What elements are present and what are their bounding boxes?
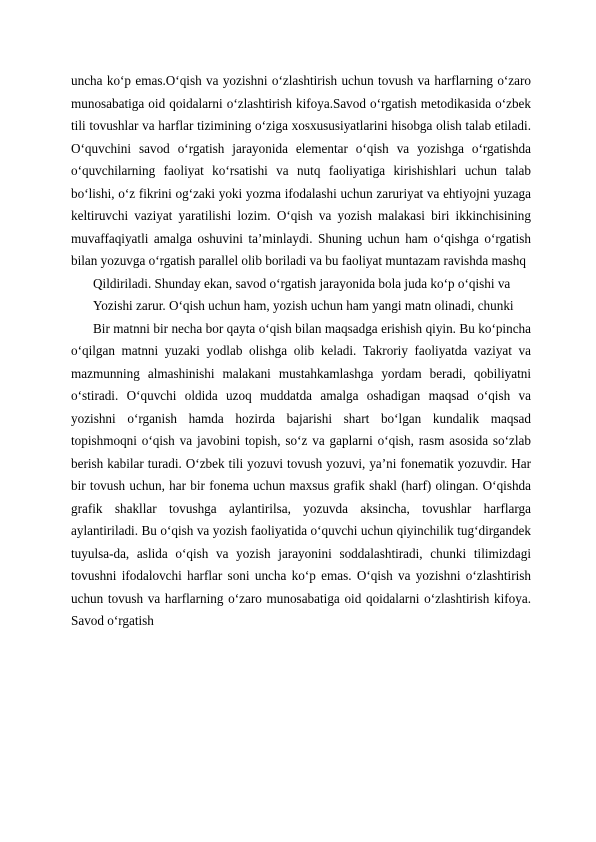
paragraph: Yozishi zarur. O‘qish uchun ham, yozish uchun ham yangi matn olinadi, chunki xyxy=(93,298,514,313)
paragraph: uncha ko‘p emas.O‘qish va yozishni o‘zlashtirish uchun tovush va harflarning o‘zaro munosabatiga oid qoidalarni o‘zlashtirish kifoya.Savod o‘rgatish metodikasida o‘zbek tili tovushlar va harflar tizimining o‘ziga xosxususiyatlarini hisobga olish talab etiladi. O‘quvchini savod o‘rgatish jarayonida elementar o‘qish va yozishga o‘rgatishda o‘quvchilarning faoliyat ko‘rsatishi va nutq faoliyatiga kirishishlari uchun talab bo‘lishi, o‘z fikrini og‘zaki yoki yozma ifodalashi uchun zaruriyat va ehtiyojni yuzaga keltiruvchi vaziyat yaratilishi lozim. O‘qish va yozish malakasi biri ikkinchisining muvaffaqiyatli amalga oshuvini ta’minlaydi. Shuning uchun ham o‘qishga o‘rgatish bilan yozuvga o‘rgatish parallel olib boriladi va bu faoliyat muntazam ravishda mashq xyxy=(71,73,531,268)
body-text xyxy=(71,70,531,633)
paragraph: Qildiriladi. Shunday ekan, savod o‘rgatish jarayonida bola juda ko‘p o‘qishi va xyxy=(93,275,511,291)
paragraph: Bir matnni bir necha bor qayta o‘qish bilan maqsadga erishish qiyin. Bu ko‘pincha o‘qilgan matnni yuzaki yodlab olishga olib keladi. Takroriy faoliyatda vaziyat va mazmunning almashinishi malakani mustahkamlashga yordam beradi, qobiliyatni o‘stiradi. O‘quvchi oldida uzoq muddatda amalga oshadigan maqsad o‘qish va yozishni o‘rganish hamda hozirda bajarishi shart bo‘lgan kundalik maqsad topishmoqni o‘qish va javobini topish, so‘z va gaplarni o‘qish, rasm asosida so‘zlab berish kabilar turadi. O‘zbek tili yozuvi tovush yozuvi, ya’ni fonematik yozuvdir. Har bir tovush uchun, har bir fonema uchun maxsus grafik shakl (harf) olingan. O‘qishda grafik shakllar tovushga aylantirilsa, yozuvda aksincha, tovushlar harflarga aylantiriladi. Bu o‘qish va yozish faoliyatida o‘quvchi uchun qiyinchilik tug‘dirgandek tuyulsa-da, aslida o‘qish va yozish jarayonini soddalashtiradi, chunki tilimizdagi tovushni ifodalovchi harflar soni uncha ko‘p emas. O‘qish va yozishni o‘zlashtirish uchun tovush va harflarning o‘zaro munosabatiga oid qoidalarni o‘zlashtirish kifoya. Savod o‘rgatish xyxy=(71,320,531,628)
